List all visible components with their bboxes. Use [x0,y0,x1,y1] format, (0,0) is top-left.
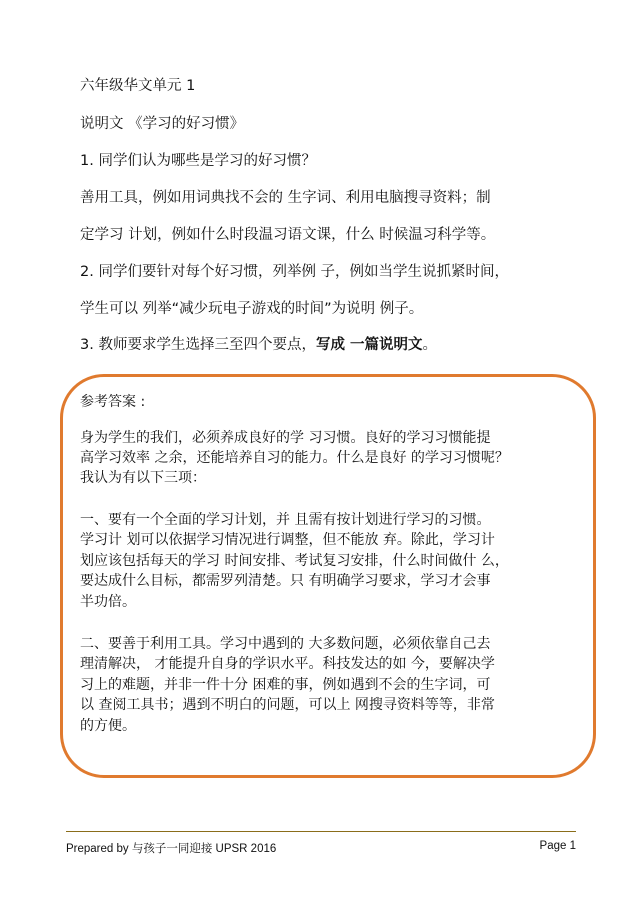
question-1-line-3: 定学习 计划，例如什么时段温习语文课，什么 时候温习科学等。 [80,227,496,243]
answer-p2-line: 一、要有一个全面的学习计划，并 且需有按计划进行学习的习惯。 [80,512,491,528]
question-3-prefix: 3. 教师要求学生选择三至四个要点， [80,337,316,353]
answer-p2-line: 半功倍。 [80,594,136,610]
question-2: 2. 同学们要针对每个好习惯，列举例 子，例如当学生说抓紧时间， [80,264,510,280]
question-1: 1. 同学们认为哪些是学习的好习惯？ [80,153,316,169]
unit-title: 六年级华文单元 1 [80,78,196,94]
genre-title: 说明文 《学习的好习惯》 [80,116,245,132]
footer-page-number: Page 1 [539,840,576,852]
answer-p1-line: 高学习效率 之余，还能培养自习的能力。什么是良好 的学习习惯呢？ [80,450,509,466]
question-3-bold: 写成 一篇说明文 [315,337,423,353]
answer-p2-line: 划应该包括每天的学习 时间安排、考试复习安排，什么时间做什 么， [80,553,509,569]
answer-p2-line: 要达成什么目标，都需罗列清楚。只 有明确学习要求，学习才会事 [80,573,491,589]
question-1-line-2: 善用工具，例如用词典找不会的 生字词、利用电脑搜寻资料；制 [80,190,491,206]
footer-divider [66,831,576,832]
answer-p1-line: 身为学生的我们，必须养成良好的学 习习惯。良好的学习习惯能提 [80,430,491,446]
answer-p3-line: 习上的难题，并非一件十分 困难的事，例如遇到不会的生字词，可 [80,677,491,693]
answer-p3-line: 二、要善于利用工具。学习中遇到的 大多数问题，必须依靠自己去 [80,636,491,652]
answer-p3-line: 以 查阅工具书；遇到不明白的问题，可以上 网搜寻资料等等，非常 [80,697,495,713]
question-3 [80,336,437,354]
answer-p3-line: 理清解决， 才能提升自身的学识水平。科技发达的如 今，要解决学 [80,656,495,672]
answer-heading: 参考答案 : [80,394,146,410]
answer-p3-line: 的方便。 [80,718,136,734]
question-3-suffix: 。 [422,337,438,353]
question-2-line-2: 学生可以 列举“减少玩电子游戏的时间”为说明 例子。 [80,301,424,317]
answer-p1-line: 我认为有以下三项： [80,470,206,486]
footer-prepared-by: Prepared by 与孩子一同迎接 UPSR 2016 [66,843,277,855]
answer-p2-line: 学习计 划可以依据学习情况进行调整，但不能放 弃。除此，学习计 [80,532,495,548]
